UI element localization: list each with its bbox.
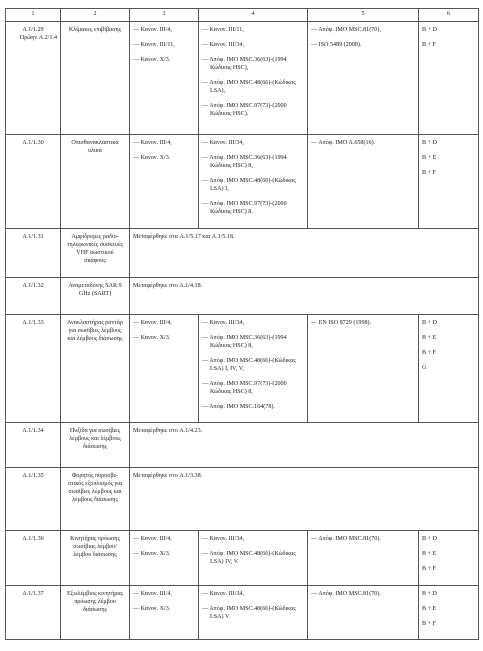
- item-code-cell: [6, 423, 61, 468]
- item-code: A.1/1.32: [22, 283, 44, 289]
- column-header: 2: [61, 9, 130, 22]
- solas-regulations-cell: [130, 531, 199, 586]
- imo-standards-cell: [199, 586, 308, 640]
- standard-entry: — Απόφ. IMO MSC.36(63)-(1994 Κώδικας HSC) 8,: [202, 154, 304, 170]
- standard-entry: — Απόφ. IMO MSC.48(66)-(Κώδικας LSA) I, IV, V,: [202, 357, 304, 373]
- table-row: [6, 423, 479, 468]
- standard-entry: — Απόφ. IMO MSC.48(66)-(Κώδικας LSA) I,: [202, 177, 304, 193]
- table-row: [6, 229, 479, 278]
- regulation-entry: — Κανον. III/4,: [133, 590, 195, 598]
- column-header: 4: [199, 9, 308, 22]
- column-header: 3: [130, 9, 199, 22]
- module-entry: B + F: [422, 170, 436, 177]
- testing-standards-cell: [308, 586, 419, 640]
- module-entry: B + D: [422, 591, 437, 598]
- module-entry: B + F: [422, 42, 436, 49]
- transfer-note: Μεταφέρθηκε στα A.1/5.17 και A.1/5.18.: [130, 229, 479, 278]
- table-row: [6, 135, 479, 229]
- item-code: A.1/1.33: [22, 320, 44, 326]
- testing-standards-cell: [308, 531, 419, 586]
- testing-entry: — Απόφ. IMO MSC.81(70),: [311, 26, 415, 34]
- standard-entry: — Κανον. III/34,: [202, 535, 304, 543]
- item-code-cell: [6, 278, 61, 315]
- standard-entry: — Κανον. III/34,: [202, 41, 304, 49]
- regulation-entry: — Κανον. III/11,: [133, 41, 195, 49]
- imo-standards-cell: [199, 531, 308, 586]
- regulation-entry: — Κανον. X/3.: [133, 56, 195, 64]
- testing-entry: — ISO 5489 (2008).: [311, 41, 415, 49]
- item-name: Πυξίδα για σωσίβιες λέμβους και λέμβους διάσωσης: [61, 423, 130, 468]
- table-row: [6, 315, 479, 423]
- standard-entry: — Απόφ. IMO MSC.97(73)-(2000 Κώδικας HSC) 8,: [202, 380, 304, 396]
- module-entry: B + E: [422, 155, 437, 162]
- solas-regulations-cell: [130, 315, 199, 423]
- standard-entry: — Κανον. III/11,: [202, 26, 304, 34]
- modules-cell: [419, 315, 479, 423]
- item-name: Αμφίδρομες ραδιο-τηλεφωνικές συσκευές VHF σωστικού σκάφους: [61, 229, 130, 278]
- standard-entry: — Κανον. III/34,: [202, 319, 304, 327]
- standard-entry: — Απόφ. IMO MSC.36(63)-(1994 Κώδικας HSC) 8,: [202, 334, 304, 350]
- imo-standards-cell: [199, 315, 308, 423]
- column-header: 6: [419, 9, 479, 22]
- standard-entry: — Απόφ. IMO MSC.164(78).: [202, 403, 304, 411]
- modules-cell: [419, 135, 479, 229]
- solas-regulations-cell: [130, 135, 199, 229]
- regulation-entry: — Κανον. III/4,: [133, 535, 195, 543]
- module-entry: B + F: [422, 350, 436, 357]
- standard-entry: — Απόφ. IMO MSC.97(73)-(2000 Κώδικας HSC) 8.: [202, 200, 304, 216]
- table-row: [6, 278, 479, 315]
- item-code-cell: [6, 229, 61, 278]
- item-code-cell: [6, 22, 61, 135]
- table-header-row: [6, 9, 479, 22]
- standard-entry: — Κανον. III/34,: [202, 590, 304, 598]
- standard-entry: — Απόφ. IMO MSC.97(73)-(2000 Κώδικας HSC).: [202, 102, 304, 118]
- table-row: [6, 22, 479, 135]
- item-code: A.1/1.29: [22, 27, 44, 33]
- module-entry: B + E: [422, 606, 437, 613]
- modules-cell: [419, 586, 479, 640]
- testing-entry: — EN ISO 8729 (1998).: [311, 319, 415, 327]
- transfer-note: Μεταφέρθηκε στο A.1/4.23.: [130, 423, 479, 468]
- item-former-code: Πρώην A.2/1.4: [19, 35, 57, 42]
- item-code: A.1/1.36: [22, 536, 44, 543]
- table-row: [6, 586, 479, 640]
- modules-cell: [419, 22, 479, 135]
- testing-standards-cell: [308, 22, 419, 135]
- item-name: Εξωλέμβιος κινητήρας πρόωσης λέμβου διάσωσης: [61, 586, 130, 640]
- testing-entry: — Απόφ. IMO MSC.81(70).: [311, 590, 415, 598]
- module-entry: B + E: [422, 551, 437, 558]
- solas-regulations-cell: [130, 586, 199, 640]
- column-header: 1: [6, 9, 61, 22]
- standard-entry: — Απόφ. IMO MSC.48(66)-(Κώδικας LSA) V.: [202, 605, 304, 621]
- standard-entry: — Απόφ. IMO MSC.48(66)-(Κώδικας LSA),: [202, 79, 304, 95]
- module-entry: B + F: [422, 566, 436, 573]
- regulation-entry: — Κανον. X/3.: [133, 334, 195, 342]
- testing-standards-cell: [308, 315, 419, 423]
- equipment-standards-table: [5, 8, 479, 640]
- item-code-cell: [6, 315, 61, 423]
- testing-entry: — Απόφ. IMO MSC.81(70).: [311, 535, 415, 543]
- regulation-entry: — Κανον. III/4,: [133, 26, 195, 34]
- module-entry: B + D: [422, 140, 437, 146]
- transfer-note: Μεταφέρθηκε στο A.1/3.38.: [130, 468, 479, 531]
- module-entry: B + D: [422, 27, 437, 33]
- item-code-cell: [6, 135, 61, 229]
- column-header: 5: [308, 9, 419, 22]
- regulation-entry: — Κανον. III/4,: [133, 319, 195, 327]
- solas-regulations-cell: [130, 22, 199, 135]
- item-code-cell: [6, 531, 61, 586]
- item-name: Αναμεταδότης SAR 9 GHz (SART): [61, 278, 130, 315]
- standard-entry: — Κανον. III/34,: [202, 139, 304, 147]
- item-code: A.1/1.37: [22, 591, 44, 598]
- module-entry: B + D: [422, 320, 437, 326]
- module-entry: G: [422, 365, 427, 372]
- item-name: Κλίμακες επιβίβασης: [61, 22, 130, 135]
- testing-standards-cell: [308, 135, 419, 229]
- module-entry: B + E: [422, 335, 437, 342]
- item-code-cell: [6, 468, 61, 531]
- standard-entry: — Απόφ. IMO MSC.48(66)-(Κώδικας LSA) IV, V.: [202, 550, 304, 566]
- item-name: Ανακλαστήρας ραντάρ για σωσίβιες λέμβους και λέμβους διάσωσης: [61, 315, 130, 423]
- transfer-note: Μεταφέρθηκε στο A.1/4.18.: [130, 278, 479, 315]
- module-entry: B + D: [422, 536, 437, 543]
- testing-entry: — Απόφ. IMO A.658(16).: [311, 139, 415, 147]
- standard-entry: — Απόφ. IMO MSC.36(63)-(1994 Κώδικας HSC),: [202, 56, 304, 72]
- item-name: Κινητήρας πρόωσης σωσίβιας λέμβου/λέμβου διάσωσης: [61, 531, 130, 586]
- regulation-entry: — Κανον. X/3.: [133, 154, 195, 162]
- table-row: [6, 468, 479, 531]
- item-code: A.1/1.31: [22, 234, 44, 240]
- table-row: [6, 531, 479, 586]
- regulation-entry: — Κανον. X/3.: [133, 550, 195, 558]
- regulation-entry: — Κανον. X/3.: [133, 605, 195, 613]
- regulation-entry: — Κανον. III/4,: [133, 139, 195, 147]
- imo-standards-cell: [199, 135, 308, 229]
- module-entry: B + F: [422, 621, 436, 628]
- item-code: A.1/1.35: [22, 473, 44, 480]
- item-code: A.1/1.34: [22, 428, 44, 435]
- item-code-cell: [6, 586, 61, 640]
- item-name: Οπισθανακλαστικά υλικά: [61, 135, 130, 229]
- modules-cell: [419, 531, 479, 586]
- imo-standards-cell: [199, 22, 308, 135]
- item-name: Φορητός πυροσβε-στικός εξοπλισμός για σωσίβιες λέμβους και λέμβους διάσωσης: [61, 468, 130, 531]
- item-code: A.1/1.30: [22, 140, 44, 146]
